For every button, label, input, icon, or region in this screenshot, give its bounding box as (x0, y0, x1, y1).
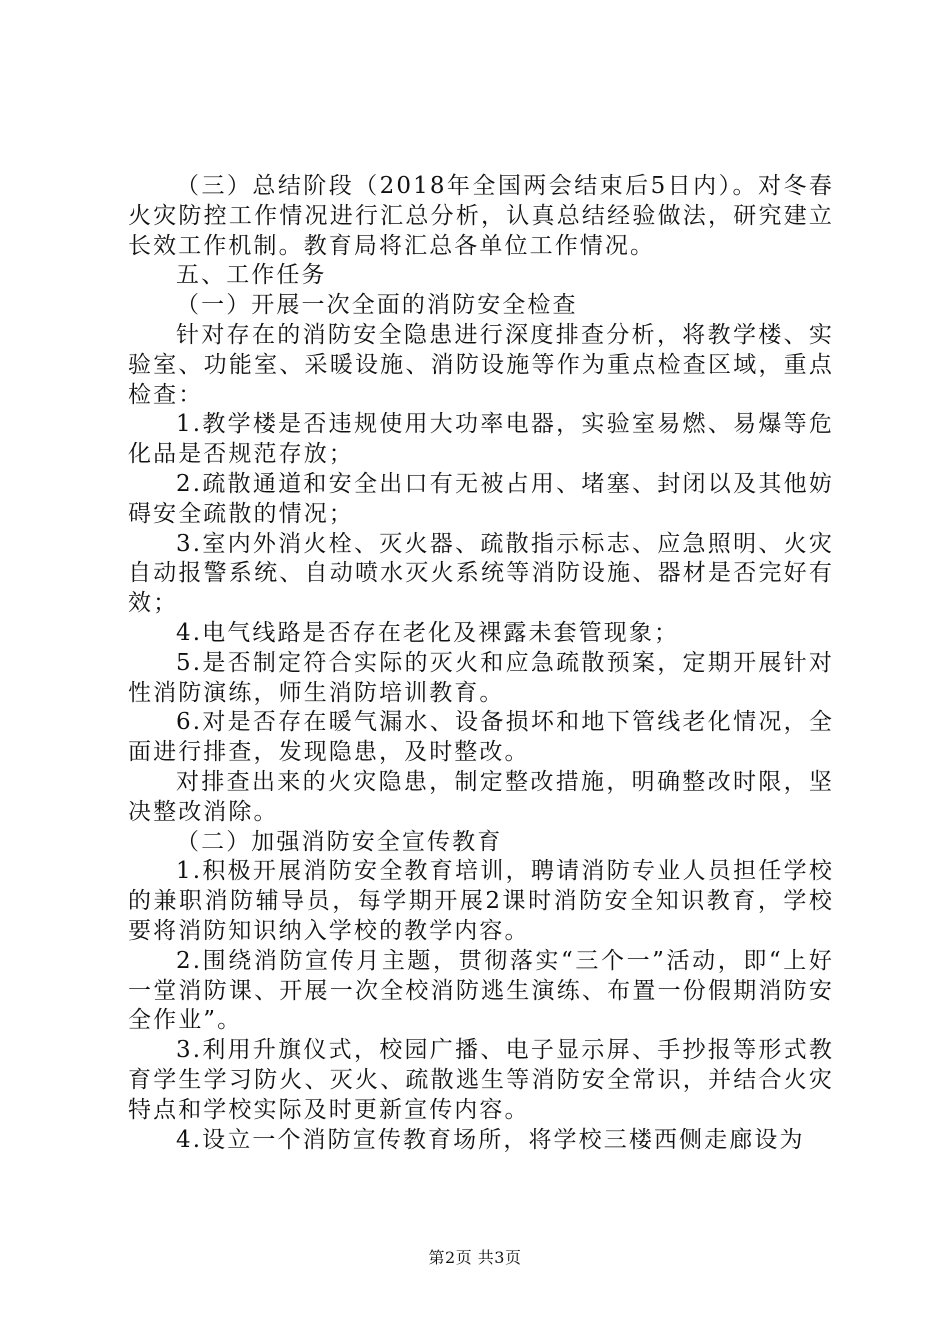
subsection-heading-education: （二）加强消防安全宣传教育 (176, 828, 503, 855)
list-item-inspection-3: 3.室内外消火栓、灭火器、疏散指示标志、应急照明、火灾自动报警系统、自动喷水灭火系统等消防设施、器材是否完好有效； (128, 530, 834, 617)
page-footer: 第2页 共3页 (428, 1248, 522, 1267)
list-item-inspection-5: 5.是否制定符合实际的灭火和应急疏散预案，定期开展针对性消防演练，师生消防培训教育。 (128, 649, 834, 706)
list-item-education-1: 1.积极开展消防安全教育培训，聘请消防专业人员担任学校的兼职消防辅导员，每学期开展2课时消防安全知识教育，学校要将消防知识纳入学校的教学内容。 (128, 858, 834, 944)
section-heading-tasks: 五、工作任务 (176, 262, 327, 289)
list-item-inspection-2: 2.疏散通道和安全出口有无被占用、堵塞、封闭以及其他妨碍安全疏散的情况； (128, 470, 834, 527)
subsection-heading-inspection: （一）开展一次全面的消防安全检查 (176, 292, 578, 319)
document-body (128, 172, 834, 1155)
list-item-inspection-4: 4.电气线路是否存在老化及裸露未套管现象； (176, 619, 680, 646)
paragraph-summary-stage: （三）总结阶段（2018年全国两会结束后5日内）。对冬春火灾防控工作情况进行汇总分析，认真总结经验做法，研究建立长效工作机制。教育局将汇总各单位工作情况。 (128, 173, 834, 259)
list-item-inspection-1: 1.教学楼是否违规使用大功率电器，实验室易燃、易爆等危化品是否规范存放； (128, 411, 834, 468)
list-item-inspection-6: 6.对是否存在暖气漏水、设备损坏和地下管线老化情况，全面进行排查，发现隐患，及时整改。 (128, 709, 834, 766)
paragraph-inspection-intro: 针对存在的消防安全隐患进行深度排查分析，将教学楼、实验室、功能室、采暖设施、消防设施等作为重点检查区域，重点检查： (128, 321, 834, 408)
list-item-education-2: 2.围绕消防宣传月主题，贯彻落实“三个一”活动，即“上好一堂消防课、开展一次全校消防逃生演练、布置一份假期消防安全作业”。 (128, 947, 834, 1034)
paragraph-rectification: 对排查出来的火灾隐患，制定整改措施，明确整改时限，坚决整改消除。 (128, 768, 834, 825)
list-item-education-4: 4.设立一个消防宣传教育场所，将学校三楼西侧走廊设为 (176, 1126, 805, 1153)
list-item-education-3: 3.利用升旗仪式，校园广播、电子显示屏、手抄报等形式教育学生学习防火、灭火、疏散逃生等消防安全常识，并结合火灾特点和学校实际及时更新宣传内容。 (128, 1037, 834, 1123)
